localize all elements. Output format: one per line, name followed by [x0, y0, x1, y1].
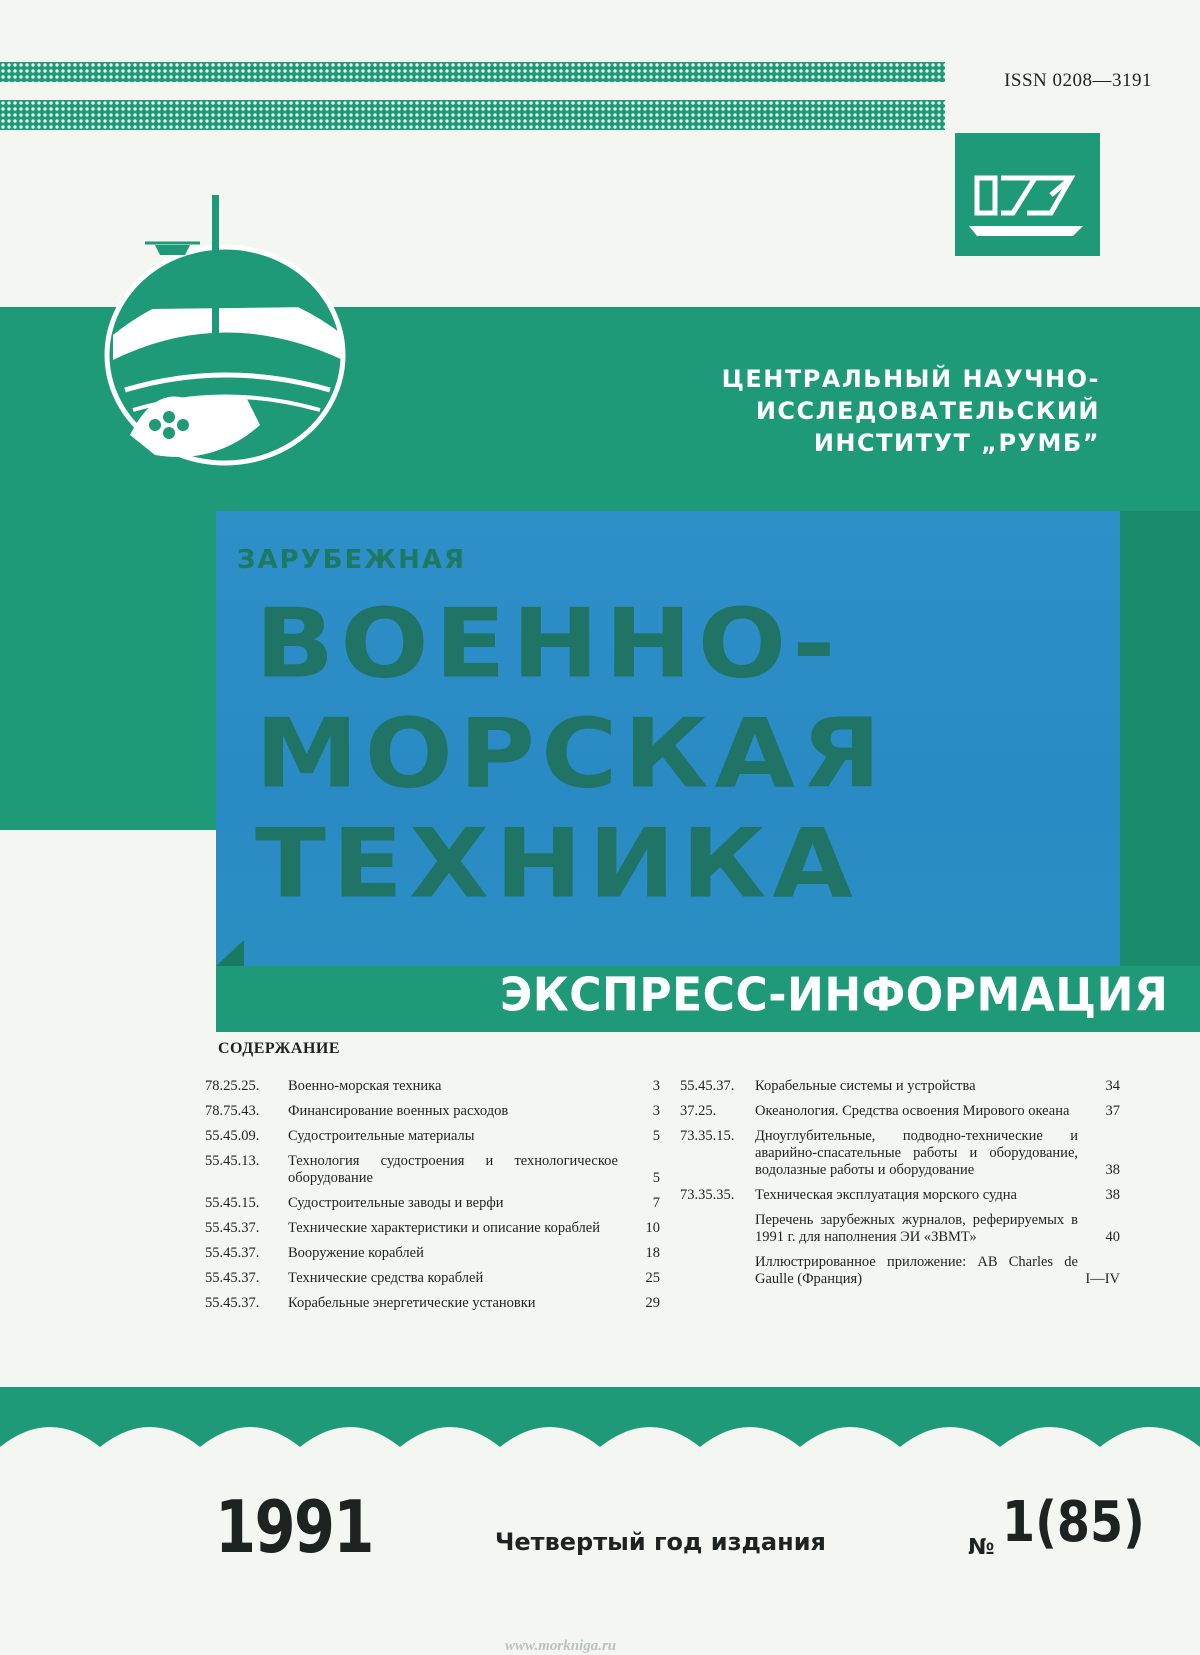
contents-entry-code: 73.35.15.	[680, 1128, 735, 1144]
institute-name-line1: ЦЕНТРАЛЬНЫЙ НАУЧНО-ИССЛЕДОВАТЕЛЬСКИЙ	[721, 365, 1100, 425]
contents-entry-page: 38	[1105, 1187, 1120, 1203]
institute-name-line2: ИНСТИТУТ „РУМБ”	[813, 429, 1100, 457]
contents-entry	[205, 1103, 660, 1120]
contents-entry-title: Дноуглубительные, подводно-технические и аварийно-спасательные работы и оборудование, водолазные работы и оборудование	[755, 1128, 1078, 1178]
contents-entry-page: 40	[1105, 1229, 1120, 1245]
watermark-text: www.morkniga.ru	[505, 1638, 617, 1654]
contents-entry	[205, 1270, 660, 1287]
contents-entry-title: Технические характеристики и описание кораблей	[288, 1220, 600, 1236]
title-line-1: ВОЕННО-	[255, 587, 842, 700]
publisher-logo	[955, 133, 1100, 256]
contents-entry-page: 3	[652, 1078, 660, 1094]
title-prefix: ЗАРУБЕЖНАЯ	[237, 545, 467, 575]
contents-entry	[680, 1078, 1120, 1095]
contents-entry-title: Корабельные энергетические установки	[288, 1295, 536, 1311]
contents-entry-code: 78.75.43.	[205, 1103, 260, 1119]
contents-entry-code: 55.45.15.	[205, 1195, 260, 1211]
contents-entry-title: Иллюстрированное приложение: АВ Charles de Gaulle (Франция)	[755, 1254, 1078, 1287]
contents-entry-title: Технические средства кораблей	[288, 1270, 484, 1286]
contents-heading: СОДЕРЖАНИЕ	[218, 1040, 341, 1057]
contents-entry-title: Военно-морская техника	[288, 1078, 442, 1094]
contents-entry-page: 34	[1105, 1078, 1120, 1094]
contents-entry-page: 7	[652, 1195, 660, 1211]
edition-note: Четвертый год издания	[495, 1528, 826, 1556]
contents-entry-code: 55.45.13.	[205, 1153, 260, 1169]
contents-entry	[680, 1212, 1120, 1246]
contents-entry-page: 29	[645, 1295, 660, 1311]
contents-entry-code: 55.45.09.	[205, 1128, 260, 1144]
contents-entry	[680, 1128, 1120, 1179]
contents-entry	[205, 1220, 660, 1237]
issue-number: 1(85)	[1002, 1490, 1145, 1555]
contents-entry-page: 5	[652, 1170, 660, 1186]
contents-entry-page: 18	[645, 1245, 660, 1261]
contents-entry-title: Перечень зарубежных журналов, реферируемых в 1991 г. для наполнения ЭИ «ЗВМТ»	[755, 1212, 1078, 1245]
contents-entry-title: Техническая эксплуатация морского судна	[755, 1187, 1017, 1203]
publication-year: 1991	[215, 1485, 373, 1569]
top-dotted-stripe	[0, 62, 945, 82]
contents-entry-page: 38	[1105, 1162, 1120, 1178]
contents-entry-code: 78.25.25.	[205, 1078, 260, 1094]
contents-entry	[205, 1153, 660, 1187]
contents-entry-page: 25	[645, 1270, 660, 1286]
contents-entry	[205, 1128, 660, 1145]
contents-entry	[205, 1078, 660, 1095]
contents-entry	[205, 1245, 660, 1262]
contents-entry-title: Океанология. Средства освоения Мирового океана	[755, 1103, 1070, 1119]
institute-name	[440, 363, 1100, 459]
contents-entry-page: 37	[1105, 1103, 1120, 1119]
contents-entry	[205, 1195, 660, 1212]
contents-entry-title: Вооружение кораблей	[288, 1245, 424, 1261]
contents-entry-code: 73.35.35.	[680, 1187, 735, 1203]
contents-entry-code	[680, 1212, 755, 1246]
contents-entry-page: 5	[652, 1128, 660, 1144]
contents-entry-code: 55.45.37.	[205, 1295, 260, 1311]
contents-entry-code: 37.25.	[680, 1103, 717, 1119]
contents-entry-title: Корабельные системы и устройства	[755, 1078, 976, 1094]
contents-entry-page: 10	[645, 1220, 660, 1236]
publisher-logo-icon	[955, 133, 1100, 256]
contents-left-column	[205, 1078, 660, 1320]
series-title: ЭКСПРЕСС-ИНФОРМАЦИЯ	[500, 968, 1169, 1023]
wave-border	[0, 1387, 1200, 1482]
issn-label: ISSN 0208—3191	[1004, 70, 1152, 91]
contents-entry-code: 55.45.37.	[205, 1245, 260, 1261]
second-dotted-stripe	[0, 100, 945, 130]
issue-number-sign: №	[968, 1535, 995, 1560]
contents-entry-page: 3	[652, 1103, 660, 1119]
contents-entry-code: 55.45.37.	[205, 1220, 260, 1236]
contents-entry	[680, 1254, 1120, 1288]
contents-entry-title: Технология судостроения и технологическое оборудование	[288, 1153, 618, 1186]
institute-emblem-icon	[95, 185, 365, 475]
panel-fold	[216, 940, 244, 966]
contents-entry-title: Судостроительные материалы	[288, 1128, 475, 1144]
title-line-3: ТЕХНИКА	[255, 807, 859, 920]
blue-panel-shadow	[1120, 511, 1200, 966]
contents-entry	[680, 1187, 1120, 1204]
contents-entry-title: Финансирование военных расходов	[288, 1103, 509, 1119]
contents-entry-code: 55.45.37.	[680, 1078, 735, 1094]
contents-entry-page: I—IV	[1085, 1271, 1120, 1287]
contents-right-column	[680, 1078, 1120, 1296]
contents-entry-title: Судостроительные заводы и верфи	[288, 1195, 504, 1211]
contents-entry-code: 55.45.37.	[205, 1270, 260, 1286]
title-line-2: МОРСКАЯ	[255, 697, 888, 810]
contents-entry	[680, 1103, 1120, 1120]
contents-entry	[205, 1295, 660, 1312]
contents-entry-code	[680, 1254, 755, 1288]
